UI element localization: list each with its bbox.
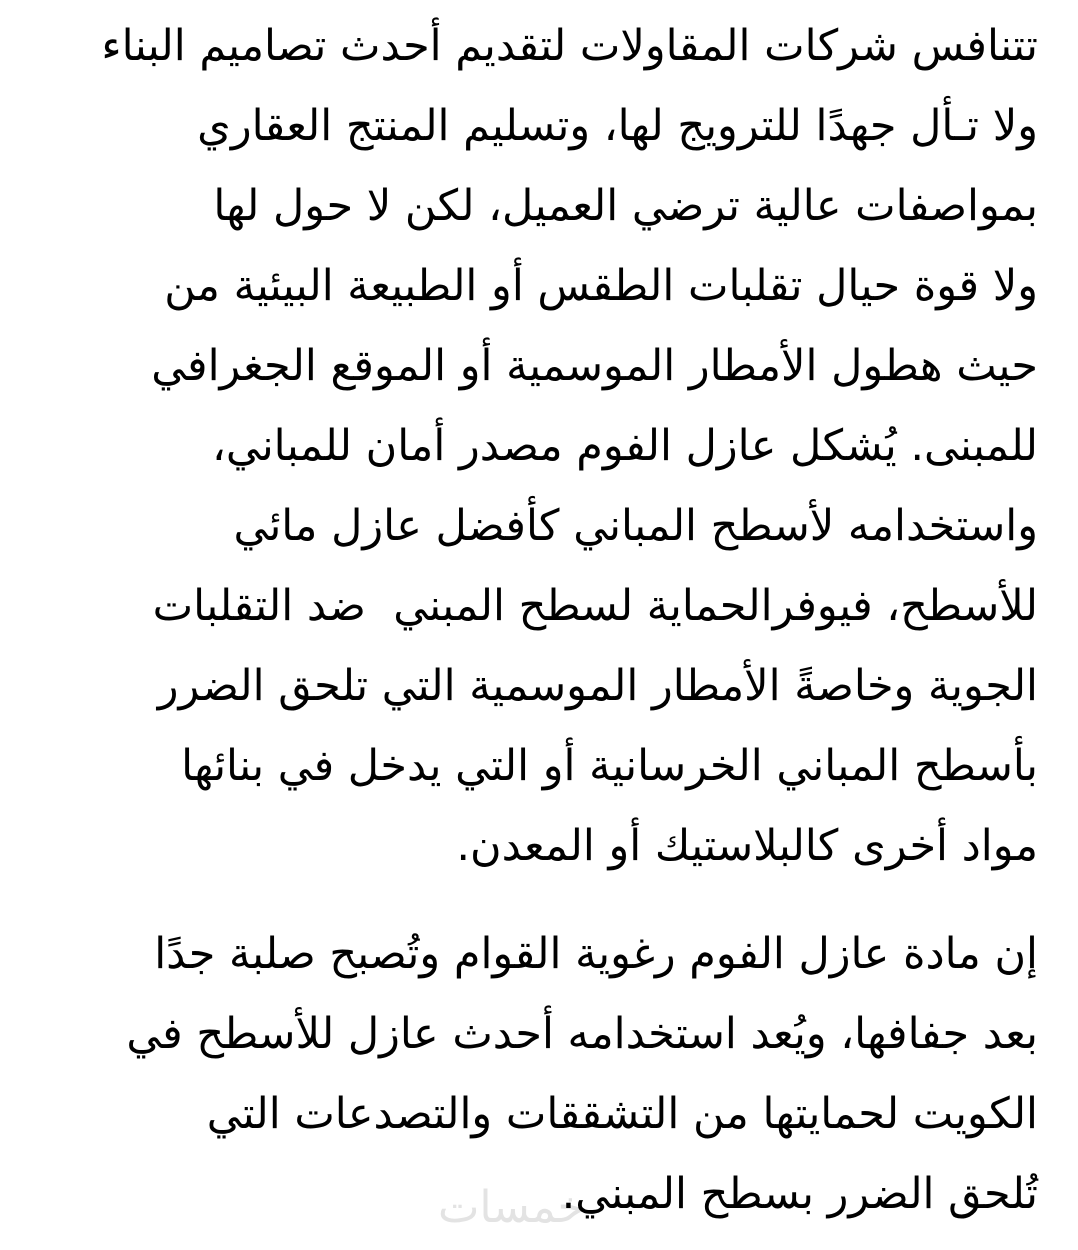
text-line: بعد جفافها، ويُعد استخدامه أحدث عازل للأسطح في: [126, 1009, 1038, 1059]
khamsat-watermark: خمسات: [438, 1182, 585, 1233]
text-line: ولا تـأل جهدًا للترويج لها، وتسليم المنتج العقاري: [197, 101, 1038, 151]
text-line: بأسطح المباني الخرسانية أو التي يدخل في بنائها: [181, 741, 1038, 791]
text-line: للمبنى. يُشكل عازل الفوم مصدر أمان للمباني،: [212, 421, 1038, 471]
paragraph-2: [30, 914, 1038, 1234]
text-line: بمواصفات عالية ترضي العميل، لكن لا حول لها: [213, 181, 1038, 231]
text-line: واستخدامه لأسطح المباني كأفضل عازل مائي: [233, 501, 1038, 551]
text-line: الجوية وخاصةً الأمطار الموسمية التي تلحق الضرر: [157, 661, 1038, 711]
text-line: مواد أخرى كالبلاستيك أو المعدن.: [456, 821, 1038, 871]
text-line: للأسطح، فيوفرالحماية لسطح المبني ضد التقلبات: [152, 581, 1038, 631]
text-line: تُلحق الضرر بسطح المبني.: [561, 1169, 1038, 1219]
text-line: ولا قوة حيال تقلبات الطقس أو الطبيعة البيئية من: [164, 261, 1038, 311]
text-line: الكويت لحمايتها من التشققات والتصدعات التي: [206, 1089, 1038, 1139]
text-line: تتنافس شركات المقاولات لتقديم أحدث تصاميم البناء: [101, 21, 1038, 71]
paragraph-1: [30, 6, 1038, 886]
text-line: إن مادة عازل الفوم رغوية القوام وتُصبح صلبة جدًا: [154, 929, 1038, 979]
text-line: حيث هطول الأمطار الموسمية أو الموقع الجغرافي: [151, 341, 1038, 391]
